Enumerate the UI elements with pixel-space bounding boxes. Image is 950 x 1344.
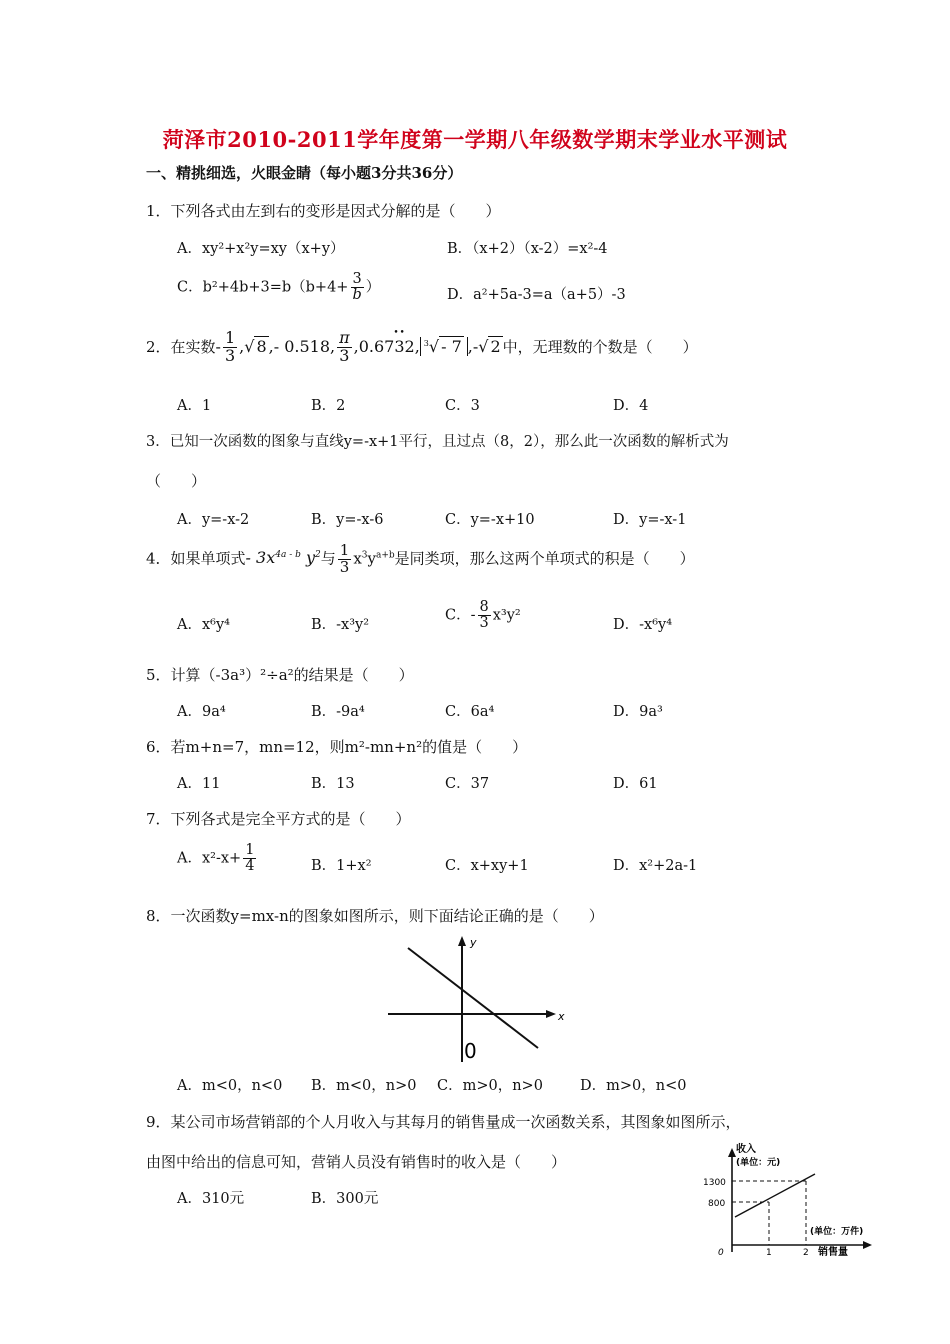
q2-f2-den: 3 bbox=[339, 345, 350, 365]
q3-option-c: C．y=-x+10 bbox=[445, 512, 535, 528]
q2-option-a: A．1 bbox=[177, 398, 212, 414]
q9-x-arrow bbox=[863, 1241, 872, 1249]
q4-option-c bbox=[445, 600, 521, 631]
q9-y-tick-1300: 1300 bbox=[703, 1178, 726, 1188]
q7-option-d: D．x²+2a-1 bbox=[613, 858, 698, 874]
q2-repeating-digits: • • 32 bbox=[394, 337, 414, 356]
q4-pre: 4．如果单项式 bbox=[146, 549, 246, 568]
q4-m1-exp: 4a - b bbox=[275, 550, 301, 561]
q2-neg: - bbox=[215, 336, 221, 356]
question-9-line-2: 由图中给出的信息可知，营销人员没有销售时的收入是（ ） bbox=[146, 1153, 567, 1171]
question-8-stem: 8．一次函数y=mx-n的图象如图所示，则下面结论正确的是（ ） bbox=[146, 907, 604, 925]
q4-m2-yexp: a+b bbox=[376, 550, 395, 561]
q3-option-b: B．y=-x-6 bbox=[311, 512, 384, 528]
q4-c-post: x³y² bbox=[492, 607, 521, 624]
q2-sqrt2: 2 bbox=[490, 336, 501, 356]
q9-x-tick-2: 2 bbox=[803, 1248, 809, 1258]
q2-fraction-1 bbox=[223, 330, 237, 365]
q4-yu: 与 bbox=[320, 549, 336, 568]
question-2-stem bbox=[146, 330, 698, 365]
q9-income-graph bbox=[700, 1138, 890, 1258]
q8-option-a: A．m<0，n<0 bbox=[177, 1078, 283, 1094]
q1-option-d: D．a²+5a-3=a（a+5）-3 bbox=[447, 287, 626, 303]
q2-f1-num: 1 bbox=[224, 328, 236, 347]
q2-sep1: , bbox=[239, 336, 245, 356]
q4-option-d: D．-x⁶y⁴ bbox=[613, 617, 673, 633]
q7-option-c: C．x+xy+1 bbox=[445, 858, 529, 874]
q2-f1-den: 3 bbox=[224, 345, 236, 365]
question-5-stem: 5．计算（-3a³）²÷a²的结果是（ ） bbox=[146, 666, 414, 684]
q2-math: - $\frac{1}{3}$ ,√ 8 ,- 0.518, $\frac{\pi}{3}$ ,0.67• • 32, $^3$√ - 7 ,-√ 2 bbox=[216, 337, 503, 356]
q8-option-b: B．m<0，n>0 bbox=[311, 1078, 417, 1094]
question-3-stem: 3．已知一次函数的图象与直线y=-x+1平行，且过点（8，2），那么此一次函数的解析式为 bbox=[146, 434, 729, 450]
q6-option-b: B．13 bbox=[311, 776, 355, 792]
q4-option-b: B．-x³y² bbox=[311, 617, 370, 633]
question-1-stem: 1．下列各式由左到右的变形是因式分解的是（ ） bbox=[146, 202, 501, 220]
q3-option-d: D．y=-x-1 bbox=[613, 512, 687, 528]
q4-post: 是同类项，那么这两个单项式的积是（ ） bbox=[394, 549, 695, 568]
q1-option-a: A．xy²+x²y=xy（x+y） bbox=[177, 241, 345, 257]
q1-c-post: ） bbox=[365, 279, 381, 296]
q7-option-a bbox=[177, 843, 258, 874]
q8-y-arrow bbox=[458, 936, 466, 946]
q7-a-fraction bbox=[243, 843, 256, 874]
q4-c-fraction bbox=[478, 600, 491, 631]
q1-option-b: B．（x+2）（x-2）=x²-4 bbox=[447, 241, 608, 257]
q9-option-a: A．310元 bbox=[177, 1191, 245, 1207]
q1-c-pre: C．b²+4b+3=b（b+4+ bbox=[177, 279, 349, 296]
q5-option-c: C．6a⁴ bbox=[445, 704, 495, 720]
q2-option-d: D．4 bbox=[613, 398, 649, 414]
q2-pre: 2．在实数 bbox=[146, 337, 216, 356]
question-4-stem bbox=[146, 543, 695, 576]
q4-m2-y: y bbox=[367, 549, 376, 568]
q9-function-line bbox=[735, 1174, 815, 1217]
q5-option-d: D．9a³ bbox=[613, 704, 663, 720]
question-7-stem: 7．下列各式是完全平方式的是（ ） bbox=[146, 810, 411, 828]
q9-y-title: 收入 bbox=[736, 1144, 756, 1155]
q5-option-b: B．-9a⁴ bbox=[311, 704, 365, 720]
q8-x-arrow bbox=[546, 1010, 556, 1018]
q8-function-line bbox=[408, 948, 538, 1048]
q2-sqrt8: 8 bbox=[256, 336, 267, 356]
q2-option-b: B．2 bbox=[311, 398, 346, 414]
q8-x-label: x bbox=[558, 1010, 565, 1023]
q4-c-num: 8 bbox=[479, 599, 489, 615]
q2-abs-cbrt: $^3$√ - 7 bbox=[420, 337, 468, 356]
q4-c-pre: C．- bbox=[445, 607, 476, 624]
q4-m2-xexp: 3 bbox=[361, 550, 368, 561]
q9-y-arrow bbox=[728, 1148, 736, 1157]
q9-option-b: B．300元 bbox=[311, 1191, 379, 1207]
q8-option-c: C．m>0，n>0 bbox=[437, 1078, 543, 1094]
q6-option-a: A．11 bbox=[177, 776, 221, 792]
q7-a-den: 4 bbox=[245, 858, 255, 875]
q5-option-a: A．9a⁴ bbox=[177, 704, 226, 720]
q4-m2-num: 1 bbox=[339, 541, 350, 559]
question-6-stem: 6．若m+n=7，mn=12，则m²-mn+n²的值是（ ） bbox=[146, 738, 528, 756]
q2-fraction-2 bbox=[337, 330, 352, 365]
question-3-paren: （ ） bbox=[146, 472, 207, 490]
q8-option-d: D．m>0，n<0 bbox=[580, 1078, 687, 1094]
q6-option-d: D．61 bbox=[613, 776, 658, 792]
q1-c-num: 3 bbox=[352, 271, 362, 287]
q6-option-c: C．37 bbox=[445, 776, 490, 792]
q8-line-graph bbox=[380, 930, 570, 1065]
q4-c-den: 3 bbox=[479, 615, 489, 632]
q7-a-pre: A．x²-x+ bbox=[177, 850, 242, 867]
page-title: 菏泽市2010-2011学年度第一学期八年级数学期末学业水平测试 bbox=[162, 127, 788, 152]
q1-c-fraction bbox=[350, 272, 363, 303]
q4-option-a: A．x⁶y⁴ bbox=[177, 617, 230, 633]
q7-a-num: 1 bbox=[245, 842, 255, 858]
q4-monomial-1 bbox=[246, 548, 321, 567]
q7-option-b: B．1+x² bbox=[311, 858, 372, 874]
q4-m2-x: x bbox=[353, 549, 362, 568]
q4-m1-coef: - 3x bbox=[245, 548, 276, 568]
q2-mid: ,- 0.518, bbox=[268, 336, 336, 356]
q2-sep2: , bbox=[414, 336, 420, 356]
q9-x-unit: (单位：万件) bbox=[810, 1227, 864, 1237]
q9-y-tick-800: 800 bbox=[708, 1199, 726, 1209]
q8-origin-label: 0 bbox=[464, 1039, 477, 1063]
q2-cbrt-val: - 7 bbox=[441, 336, 462, 356]
q9-x-title: 销售量 bbox=[818, 1247, 848, 1258]
q4-m2-fraction bbox=[338, 543, 352, 576]
q2-dec-a: ,0.67 bbox=[353, 336, 395, 356]
q9-y-unit: (单位：元) bbox=[736, 1158, 781, 1168]
q4-m1-yexp: 2 bbox=[315, 550, 321, 561]
q2-post: 中，无理数的个数是（ ） bbox=[502, 337, 698, 356]
q1-c-den: b bbox=[352, 287, 362, 304]
q2-option-c: C．3 bbox=[445, 398, 480, 414]
q3-option-a: A．y=-x-2 bbox=[177, 512, 250, 528]
q4-m1-y: y bbox=[305, 548, 316, 568]
q8-y-label: y bbox=[470, 936, 477, 949]
q9-x-tick-1: 1 bbox=[766, 1248, 772, 1258]
q2-tail: ,- bbox=[467, 336, 479, 356]
q1-option-c bbox=[177, 272, 380, 303]
q4-m2-den: 3 bbox=[339, 557, 350, 576]
q9-origin: 0 bbox=[718, 1248, 724, 1258]
section-heading: 一、精挑细选，火眼金睛（每小题3分共36分） bbox=[146, 164, 463, 182]
question-9-line-1: 9．某公司市场营销部的个人月收入与其每月的销售量成一次函数关系，其图象如图所示， bbox=[146, 1113, 741, 1131]
q2-f2-num: π bbox=[339, 328, 350, 347]
